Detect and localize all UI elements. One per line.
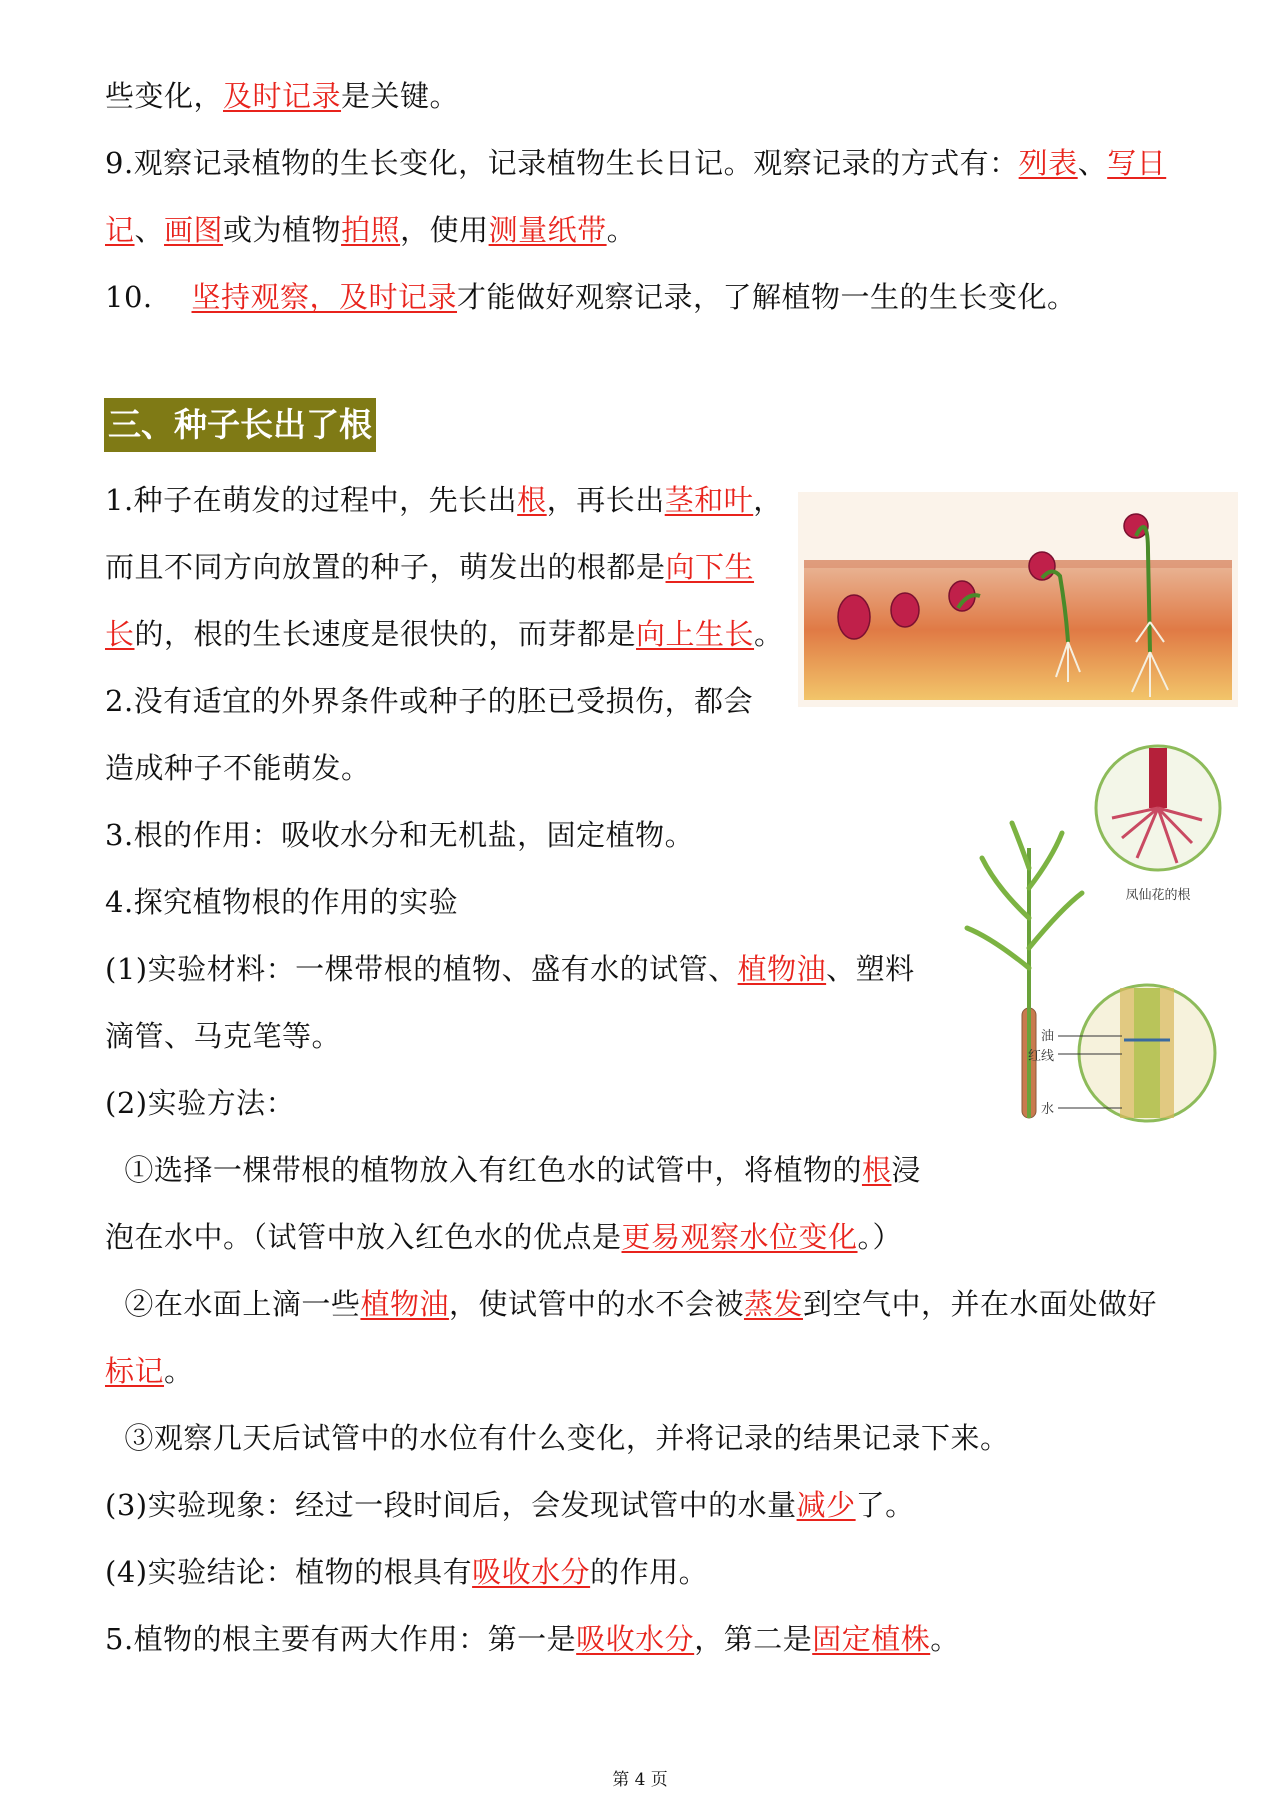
text-segment: (3)实验现象：经过一段时间后，会发现试管中的水量	[105, 1488, 797, 1522]
text-line	[105, 480, 783, 520]
text-line	[105, 882, 458, 922]
highlighted-term: 茎和叶	[664, 483, 754, 517]
highlighted-term: 更易观察水位变化	[621, 1220, 858, 1254]
text-segment: ，第二是	[694, 1622, 813, 1656]
text-segment: 而且不同方向放置的种子，萌发出的根都是	[105, 550, 666, 584]
highlighted-term: 列表	[1018, 146, 1078, 180]
text-line	[105, 210, 636, 250]
text-segment: ，使用	[400, 213, 489, 247]
text-line	[105, 277, 1077, 317]
highlighted-term: 测量纸带	[488, 213, 607, 247]
text-segment: 的作用。	[590, 1555, 709, 1589]
text-segment: ，	[753, 483, 783, 517]
text-segment: 了。	[855, 1488, 915, 1522]
text-segment: 或为植物	[223, 213, 342, 247]
highlighted-term: 蒸发	[743, 1287, 803, 1321]
seed-germination-illustration	[798, 492, 1238, 707]
text-line	[105, 1284, 1157, 1324]
text-segment: 造成种子不能萌发。	[105, 751, 371, 785]
highlighted-term: 根	[861, 1153, 892, 1187]
text-line	[105, 815, 694, 855]
text-line	[105, 681, 753, 721]
text-segment: 1.种子在萌发的过程中，先长出	[105, 483, 518, 517]
text-segment: 到空气中，并在水面处做好	[802, 1287, 1157, 1321]
root-caption: 凤仙花的根	[1125, 887, 1191, 902]
text-line	[105, 1016, 341, 1056]
text-line	[105, 76, 459, 116]
text-segment: 的，根的生长速度是很快的，而芽都是	[134, 617, 637, 651]
text-segment: ③观察几天后试管中的水位有什么变化，并将记录的结果记录下来。	[105, 1421, 1010, 1455]
text-segment: 10.	[105, 280, 192, 314]
text-segment: ，再长出	[546, 483, 665, 517]
highlighted-term: 植物油	[737, 952, 827, 986]
text-segment: 是关键。	[341, 79, 460, 113]
text-line	[105, 1485, 915, 1525]
water-label: 水	[1040, 1101, 1054, 1116]
text-segment: 3.根的作用：吸收水分和无机盐，固定植物。	[105, 818, 695, 852]
text-segment: 4.探究植物根的作用的实验	[105, 885, 459, 919]
text-line	[105, 1217, 902, 1257]
text-segment: ，使试管中的水不会被	[448, 1287, 744, 1321]
text-segment: (2)实验方法：	[105, 1086, 296, 1120]
highlighted-term: 写日	[1107, 146, 1167, 180]
text-segment: ②在水面上滴一些	[105, 1287, 361, 1321]
text-line	[105, 547, 754, 587]
highlighted-term: 向下生	[665, 550, 755, 584]
highlighted-term: 标记	[105, 1354, 165, 1388]
highlighted-term: 吸收水分	[472, 1555, 591, 1589]
text-segment: 。	[930, 1622, 960, 1656]
root-experiment-illustration	[962, 738, 1222, 1133]
text-segment: ①选择一棵带根的植物放入有红色水的试管中，将植物的	[105, 1153, 862, 1187]
text-line	[105, 614, 784, 654]
highlighted-term: 根	[517, 483, 547, 517]
highlighted-term: 减少	[796, 1488, 856, 1522]
text-segment: 、	[134, 213, 165, 247]
text-segment: 。）	[857, 1220, 903, 1254]
text-segment: 。	[606, 213, 637, 247]
highlighted-term: 坚持观察，及时记录	[191, 280, 458, 314]
highlighted-term: 植物油	[360, 1287, 449, 1321]
text-segment: 滴管、马克笔等。	[105, 1019, 342, 1053]
highlighted-term: 向上生长	[636, 617, 755, 651]
text-segment: (4)实验结论：植物的根具有	[105, 1555, 473, 1589]
text-line	[105, 143, 1166, 183]
text-line	[105, 1552, 708, 1592]
text-segment: 才能做好观察记录，了解植物一生的生长变化。	[457, 280, 1077, 314]
text-line	[105, 1418, 1009, 1458]
highlighted-term: 画图	[164, 213, 224, 247]
oil-label: 油	[1040, 1028, 1054, 1043]
text-segment: 浸	[891, 1153, 921, 1187]
highlighted-term: 拍照	[341, 213, 401, 247]
page-number: 第 4 页	[612, 1770, 668, 1790]
text-segment: 、	[1077, 146, 1108, 180]
highlighted-term: 记	[105, 213, 135, 247]
text-line	[105, 1083, 295, 1123]
red-line-label: 红线	[1027, 1048, 1054, 1063]
section-heading: 三、种子长出了根	[104, 398, 376, 452]
highlighted-term: 固定植株	[812, 1622, 931, 1656]
text-line	[105, 949, 915, 989]
text-line	[105, 748, 371, 788]
highlighted-term: 及时记录	[223, 79, 342, 113]
text-line	[105, 1619, 960, 1659]
highlighted-term: 长	[105, 617, 135, 651]
text-segment: 5.植物的根主要有两大作用：第一是	[105, 1622, 577, 1656]
text-segment: (1)实验材料：一棵带根的植物、盛有水的试管、	[105, 952, 738, 986]
text-segment: 。	[754, 617, 784, 651]
text-line	[105, 1150, 921, 1190]
text-segment: 9.观察记录植物的生长变化，记录植物生长日记。观察记录的方式有：	[105, 146, 1019, 180]
highlighted-term: 吸收水分	[576, 1622, 695, 1656]
text-segment: 泡在水中。（试管中放入红色水的优点是	[105, 1220, 622, 1254]
text-segment: 。	[164, 1354, 194, 1388]
text-segment: 2.没有适宜的外界条件或种子的胚已受损伤，都会	[105, 684, 754, 718]
text-segment: 、塑料	[826, 952, 915, 986]
text-line	[105, 1351, 194, 1391]
text-segment: 些变化，	[105, 79, 224, 113]
